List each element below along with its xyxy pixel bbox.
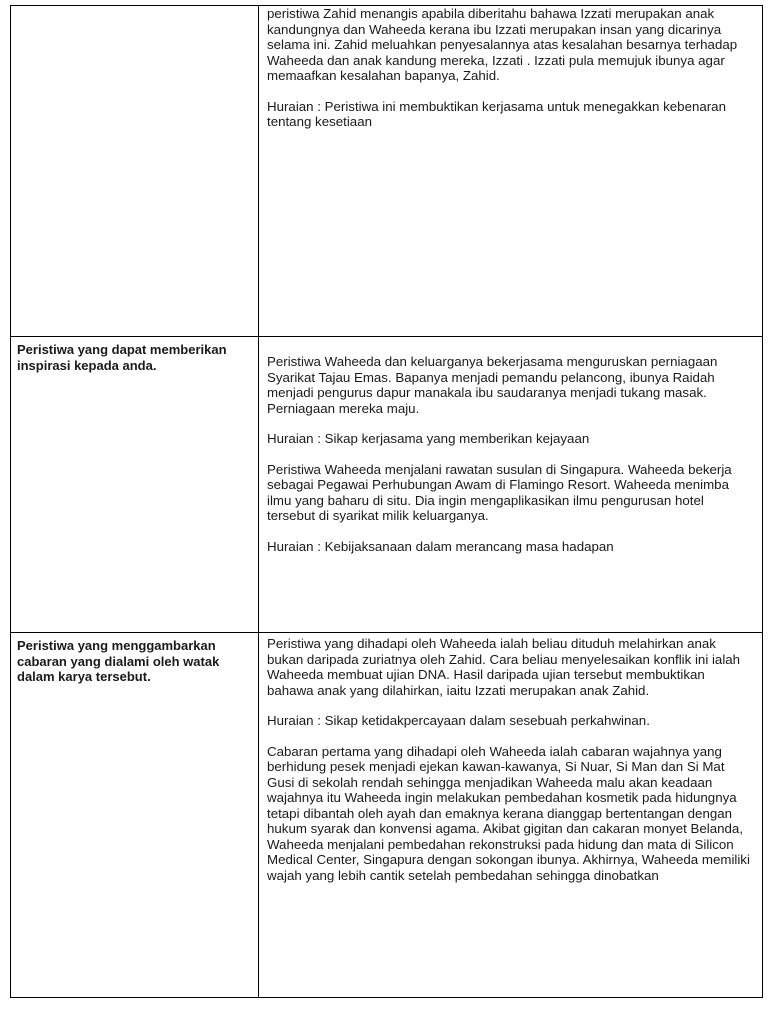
row-label-cell	[11, 633, 259, 998]
paragraph: Peristiwa Waheeda dan keluarganya bekerjasama menguruskan perniagaan Syarikat Tajau Emas. Bapanya menjadi pemandu pelancong, ibunya Raidah menjadi pengurus dapur manakala ibu saudaranya menjadi tukang masak. Perniagaan mereka maju.	[267, 354, 718, 416]
paragraph: Peristiwa yang dihadapi oleh Waheeda ialah beliau dituduh melahirkan anak bukan daripada zuriatnya oleh Zahid. Cara beliau menyelesaikan konflik ini ialah Waheeda membuat ujian DNA. Hasil daripada ujian tersebut membuktikan bahawa anak yang dilahirkan, iaitu Izzati merupakan anak Zahid.	[267, 636, 741, 698]
huraian-paragraph: Huraian : Sikap kerjasama yang memberikan kejayaan	[267, 431, 590, 446]
table-row	[11, 633, 763, 998]
row-label	[11, 6, 258, 11]
huraian-paragraph: Huraian : Kebijaksanaan dalam merancang masa hadapan	[267, 538, 614, 554]
row-label: Peristiwa yang menggambarkan cabaran yang dialami oleh watak dalam karya tersebut.	[17, 638, 220, 684]
paragraph: Peristiwa Waheeda menjalani rawatan susulan di Singapura. Waheeda bekerja sebagai Pegawai Perhubungan Awam di Flamingo Resort. Waheeda menimba ilmu yang baharu di situ. Dia ingin mengaplikasikan ilmu pengurusan hotel tersebut di syarikat milik keluarganya.	[267, 461, 732, 523]
document-table	[10, 5, 763, 998]
huraian-paragraph: Huraian : Peristiwa ini membuktikan kerjasama untuk menegakkan kebenaran tentang kesetiaan	[267, 98, 726, 129]
paragraph: Cabaran pertama yang dihadapi oleh Waheeda ialah cabaran wajahnya yang berhidung pesek menjadi ejekan kawan-kawanya, Si Nuar, Si Man dan Si Mat Gusi di sekolah rendah sehingga menjadikan Waheeda malu akan keadaan wajahnya itu Waheeda ingin melakukan pembedahan kosmetik pada hidungnya tetapi dibantah oleh ayah dan emaknya kerana dianggap bertentangan dengan hukum syarak dan konvensi agama. Akibat gigitan dan cakaran monyet Belanda, Waheeda menjalani pembedahan rekonstruksi pada hidung dan mata di Silicon Medical Center, Singapura dengan sokongan ibunya. Akhirnya, Waheeda memiliki wajah yang lebih cantik setelah pembedahan sehingga dinobatkan	[267, 743, 750, 883]
row-label: Peristiwa yang dapat memberikan inspirasi kepada anda.	[17, 342, 227, 373]
row-label-cell	[11, 6, 259, 337]
table-row	[11, 6, 763, 337]
row-content-cell	[259, 337, 763, 633]
row-content-cell	[259, 633, 763, 998]
paragraph: peristiwa Zahid menangis apabila diberitahu bahawa Izzati merupakan anak kandungnya dan Waheeda kerana ibu Izzati merupakan insan yang dicarinya selama ini. Zahid meluahkan penyesalannya atas kesalahan besarnya terhadap Waheeda dan anak kandung mereka, Izzati . Izzati pula memujuk ibunya agar memaafkan kesalahan bapanya, Zahid.	[267, 6, 738, 83]
table-row	[11, 337, 763, 633]
huraian-paragraph: Huraian : Sikap ketidakpercayaan dalam sesebuah perkahwinan.	[267, 713, 650, 728]
row-label-cell	[11, 337, 259, 633]
row-content-cell	[259, 6, 763, 337]
